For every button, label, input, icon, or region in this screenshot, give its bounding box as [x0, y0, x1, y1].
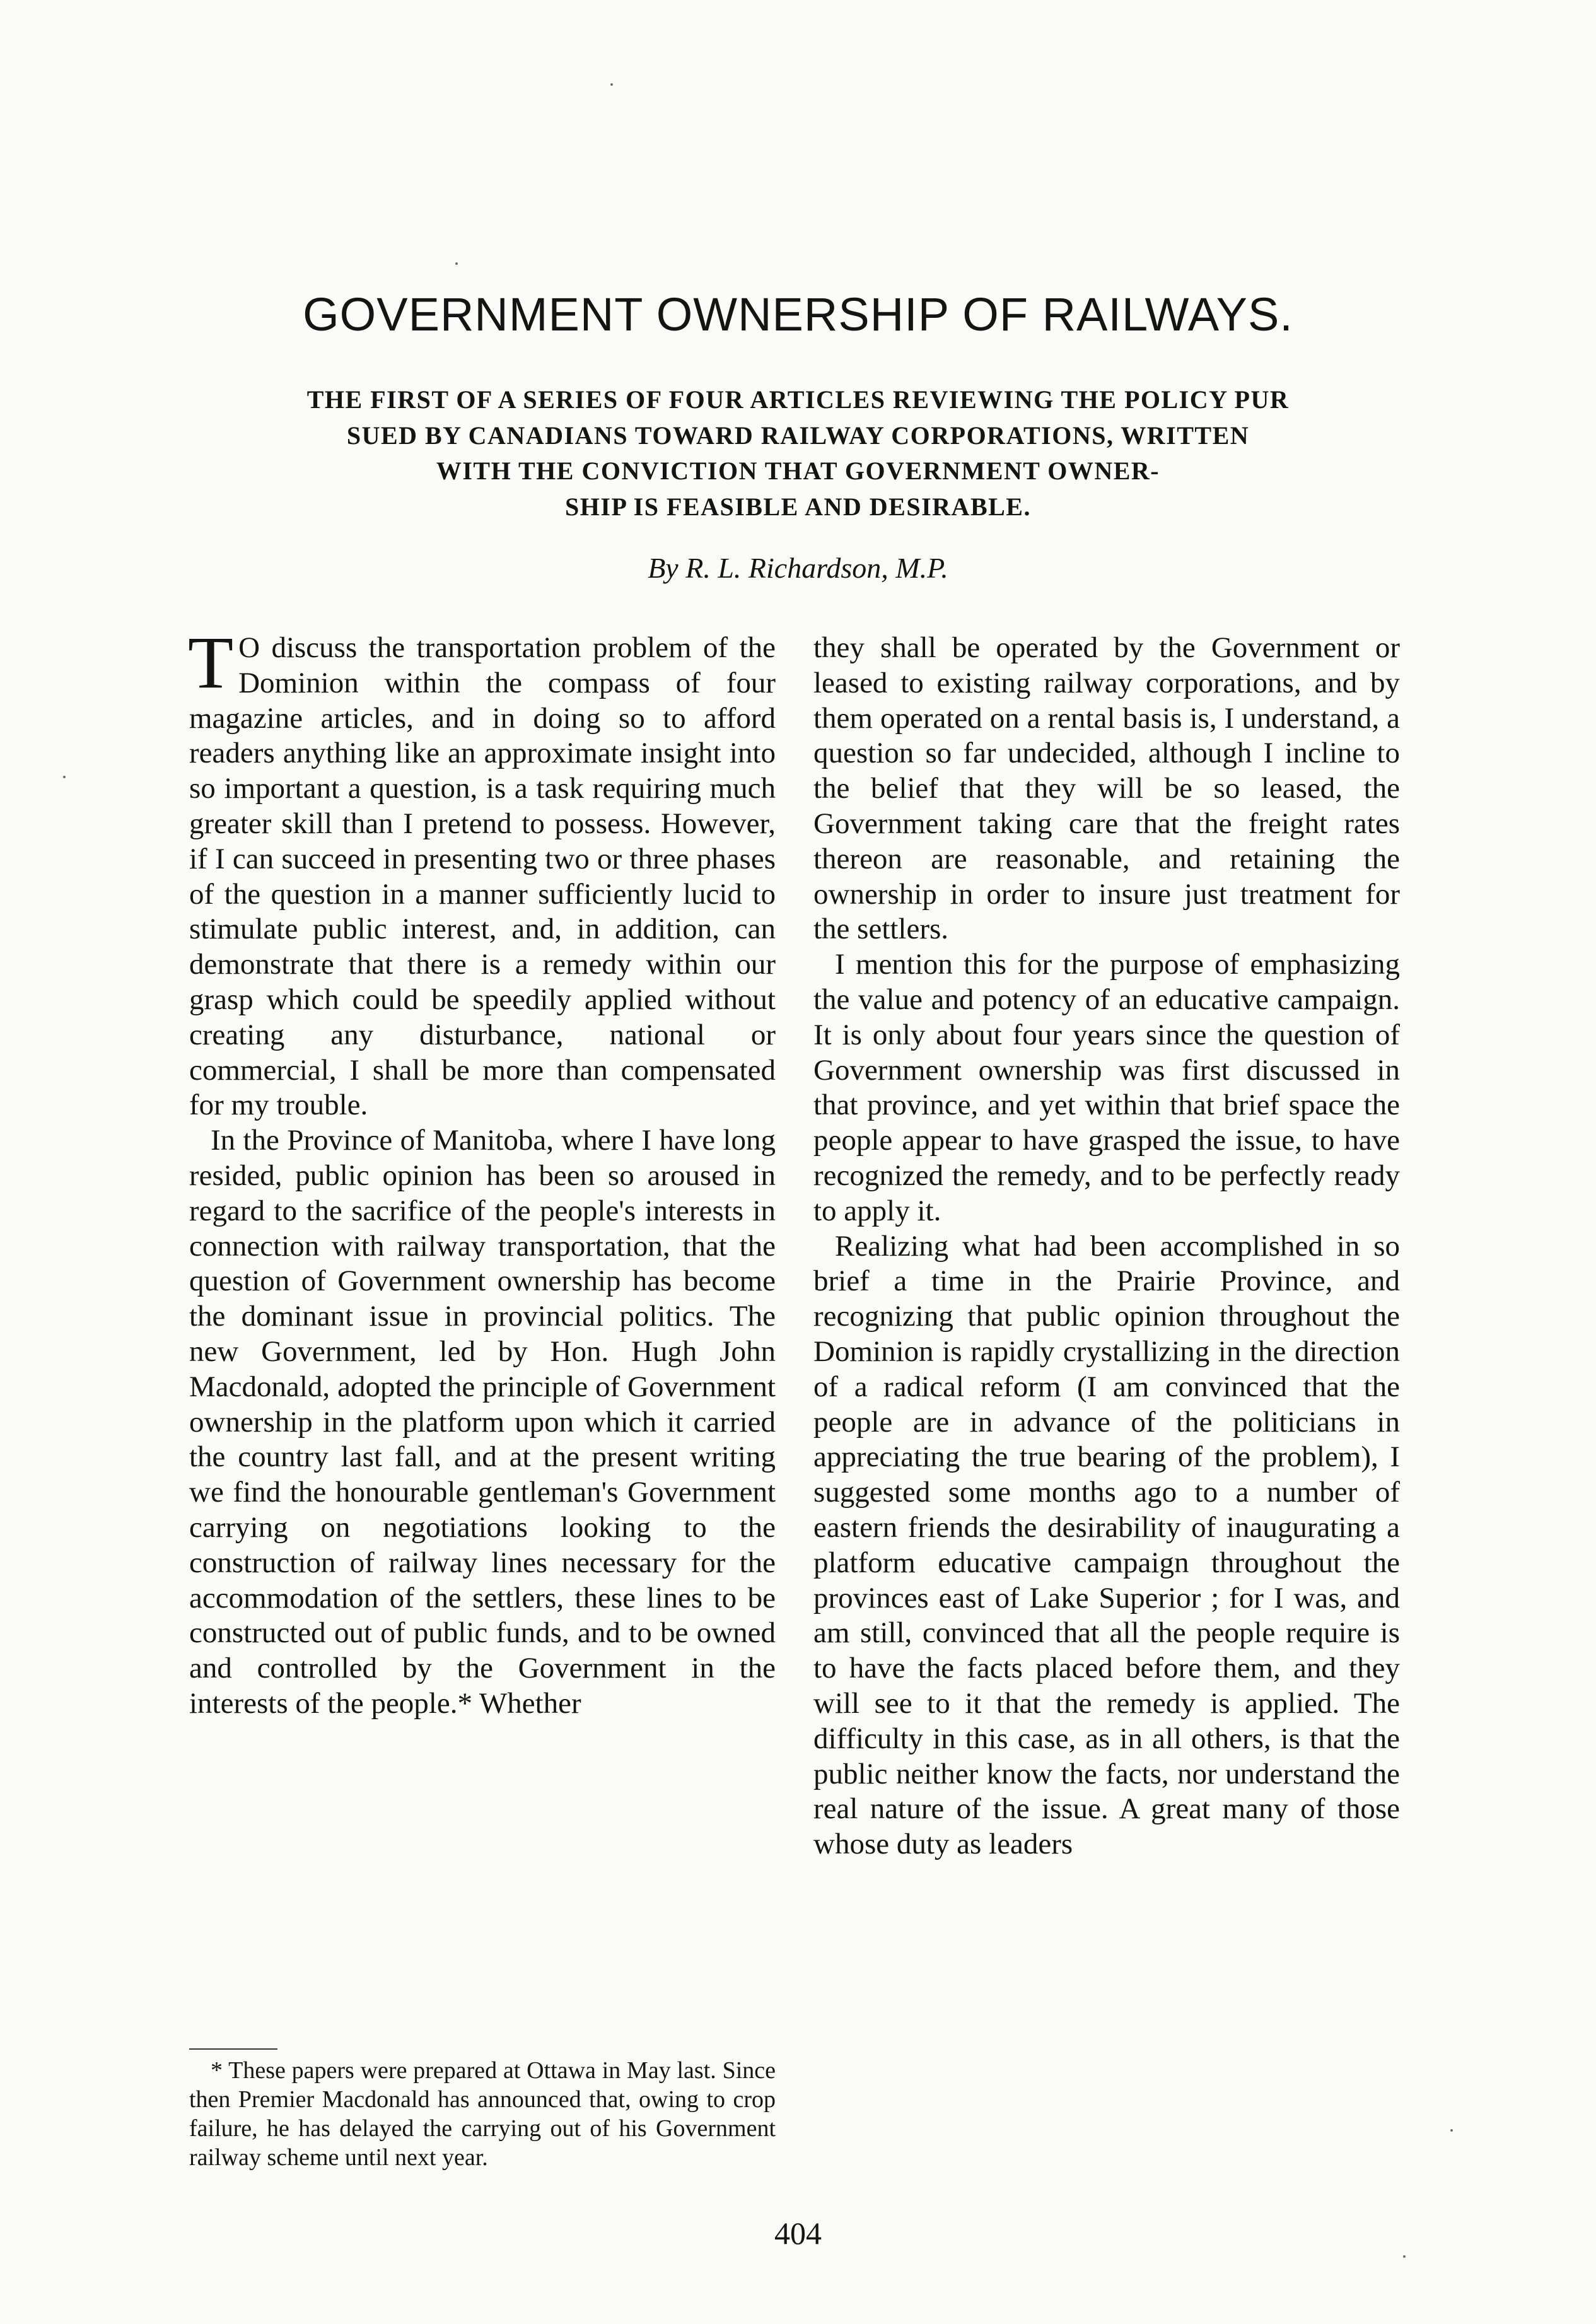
- subtitle-line: SHIP IS FEASIBLE AND DESIRABLE.: [565, 492, 1031, 521]
- article-subtitle: [0, 382, 1596, 525]
- byline: By R. L. Richardson, M.P.: [648, 552, 948, 584]
- right-column: [813, 631, 1400, 1862]
- footnote: * These papers were prepared at Ottawa in May last. Since then Premier Macdonald has announced that, owing to crop failure, he has delayed the carrying out of his Government railway scheme until next year.: [189, 2057, 776, 2171]
- article-title: GOVERNMENT OWNERSHIP OF RAILWAYS.: [303, 288, 1293, 341]
- paragraph-text: O discuss the transportation problem of the Dominion within the compass of four magazine articles, and in doing so to afford readers anything like an approximate insight into so important a question, is a task requiring much greater skill than I pretend to possess. However, if I can succeed in presenting two or three phases of the question in a manner sufficiently lucid to stimulate public interest, and, in addition, can demonstrate that there is a remedy within our grasp which could be speedily applied without creating any disturbance, national or commercial, I shall be more than compensated for my trouble.: [189, 631, 776, 1122]
- scan-speck: [610, 83, 613, 86]
- page-number: 404: [774, 2216, 822, 2251]
- left-column: [188, 621, 776, 1722]
- paragraph: I mention this for the purpose of emphasizing the value and potency of an educative campaign. It is only about four years since the question of Government ownership was first discussed in that province, and yet within that brief space the people appear to have grasped the issue, to have recognized the remedy, and to be perfectly ready to apply it.: [813, 948, 1400, 1227]
- paragraph: [188, 621, 776, 1123]
- scan-speck: [455, 262, 458, 265]
- drop-cap: T: [188, 621, 234, 704]
- scan-speck: [63, 776, 66, 778]
- paragraph: Realizing what had been accomplished in so brief a time in the Prairie Province, and recognizing that public opinion throughout the Dominion is rapidly crystallizing in the direction of a radical reform (I am convinced that the people are in advance of the politicians in appreciating the true bearing of the problem), I suggested some months ago to a number of eastern friends the desirability of inaugurating a platform educative campaign throughout the provinces east of Lake Superior ; for I was, and am still, convinced that all the people require is to have the facts placed before them, and they will see to it that the remedy is applied. The difficulty in this case, as in all others, is that the public neither know the facts, nor understand the real nature of the issue. A great many of those whose duty as leaders: [813, 1229, 1400, 1861]
- paragraph: they shall be operated by the Government or leased to existing railway corporations, and by them operated on a rental basis is, I understand, a question so far undecided, although I incline to the belief that they will be so leased, the Government taking care that the freight rates thereon are reasonable, and retaining the ownership in order to insure just treatment for the settlers.: [813, 631, 1400, 946]
- footnote-divider: [189, 2048, 277, 2050]
- scan-speck: [1403, 2255, 1406, 2258]
- subtitle-line: WITH THE CONVICTION THAT GOVERNMENT OWNER-: [436, 457, 1160, 485]
- paragraph: In the Province of Manitoba, where I have long resided, public opinion has been so aroused in regard to the sacrifice of the people's interests in connection with railway transportation, that the question of Government ownership has become the dominant issue in provincial politics. The new Government, led by Hon. Hugh John Macdonald, adopted the principle of Government ownership in the platform upon which it carried the country last fall, and at the present writing we find the honourable gentleman's Government carrying on negotiations looking to the construction of railway lines necessary for the accommodation of the settlers, these lines to be constructed out of public funds, and to be owned and controlled by the Government in the interests of the people.* Whether: [189, 1124, 776, 1720]
- subtitle-line: SUED BY CANADIANS TOWARD RAILWAY CORPORATIONS, WRITTEN: [346, 421, 1250, 450]
- subtitle-line: THE FIRST OF A SERIES OF FOUR ARTICLES REVIEWING THE POLICY PUR: [306, 385, 1290, 414]
- scan-speck: [1450, 2129, 1453, 2132]
